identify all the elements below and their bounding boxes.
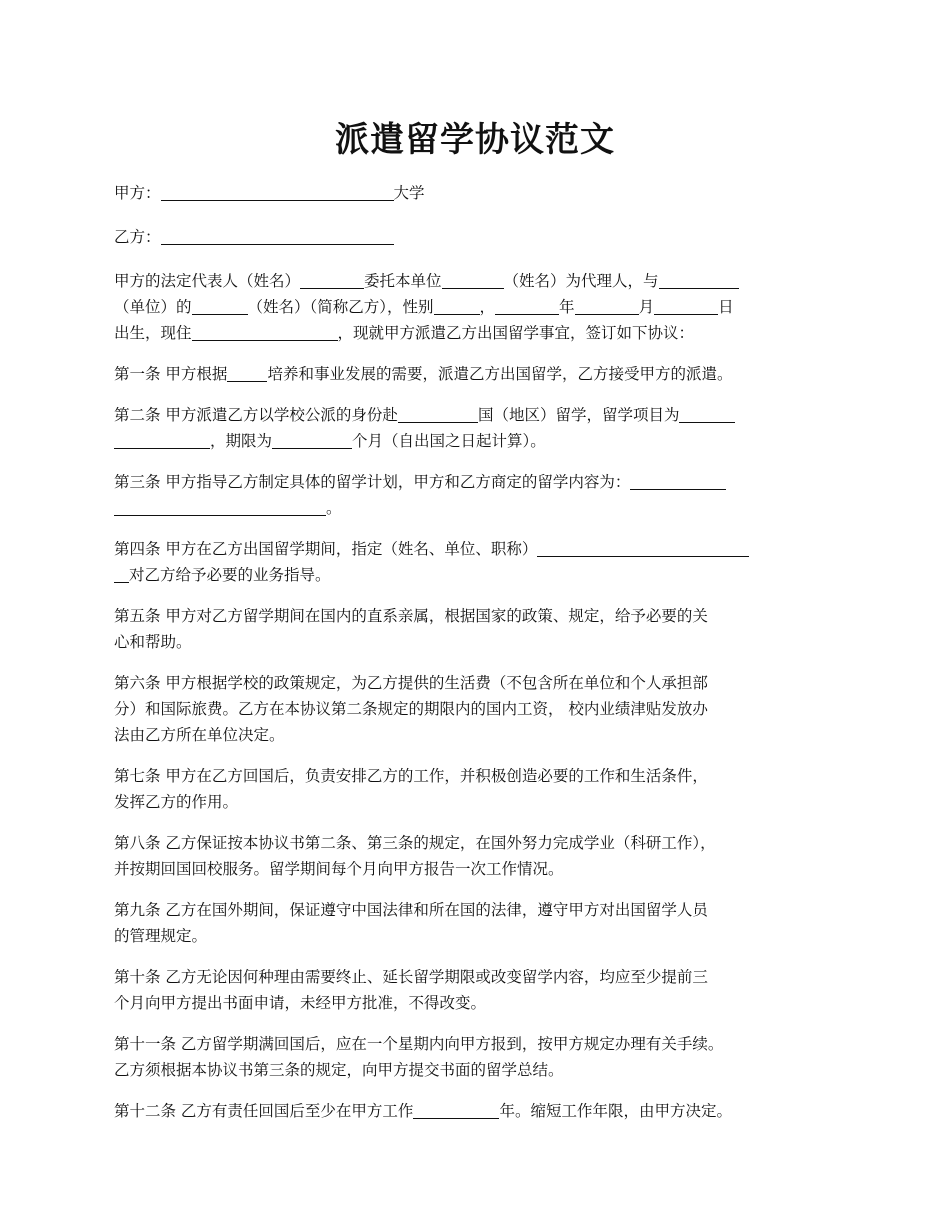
article-text: 年。缩短工作年限，由甲方决定。	[499, 1102, 732, 1120]
intro-text: 委托本单位	[364, 272, 442, 290]
intro-text: 年	[559, 298, 575, 316]
party-b-blank	[161, 226, 394, 245]
article-text: 乙方须根据本协议书第三条的规定，向甲方提交书面的留学总结。	[114, 1061, 564, 1079]
blank	[575, 296, 639, 315]
blank	[495, 296, 559, 315]
intro-text: ，	[479, 298, 496, 316]
article-text: 并按期回国回校服务。留学期间每个月向甲方报告一次工作情况。	[114, 860, 564, 878]
article-text: 第四条 甲方在乙方出国留学期间，指定（姓名、单位、职称）	[114, 540, 538, 558]
party-a-suffix: 大学	[393, 184, 425, 202]
article-text: 心和帮助。	[114, 633, 192, 651]
document-body	[114, 180, 844, 1139]
blank	[114, 497, 326, 516]
intro-text: 月	[638, 298, 655, 316]
blank	[114, 430, 210, 449]
party-b-label: 乙方：	[114, 228, 161, 246]
blank	[659, 270, 739, 289]
article-3	[114, 469, 844, 521]
blank	[192, 296, 248, 315]
document-title: 派遣留学协议范文	[335, 120, 615, 160]
article-text: 国（地区）留学，留学项目为	[477, 406, 680, 424]
article-1	[114, 361, 844, 387]
article-text: 第三条 甲方指导乙方制定具体的留学计划，甲方和乙方商定的留学内容为：	[114, 473, 631, 491]
article-text: 对乙方给予必要的业务指导。	[129, 566, 331, 584]
article-text: 第十条 乙方无论因何种理由需要终止、延长留学期限或改变留学内容，均应至少提前三	[114, 968, 708, 986]
blank	[442, 270, 504, 289]
intro-text: ，现就甲方派遣乙方出国留学事宜，签订如下协议：	[337, 324, 695, 342]
article-text: 分）和国际旅费。乙方在本协议第二条规定的期限内的国内工资， 校内业绩津贴发放办	[114, 700, 708, 718]
article-6	[114, 670, 844, 748]
party-a-label: 甲方：	[114, 184, 161, 202]
article-text: ，期限为	[210, 432, 273, 450]
article-text: 第八条 乙方保证按本协议书第二条、第三条的规定，在国外努力完成学业（科研工作），	[114, 834, 716, 852]
blank	[537, 538, 749, 557]
article-text: 第六条 甲方根据学校的政策规定，为乙方提供的生活费（不包含所在单位和个人承担部	[114, 674, 708, 692]
blank	[434, 296, 480, 315]
article-text: 第十二条 乙方有责任回国后至少在甲方工作	[114, 1102, 414, 1120]
article-9	[114, 897, 844, 949]
party-a-blank	[161, 182, 394, 201]
article-text: 培养和事业发展的需要，派遣乙方出国留学，乙方接受甲方的派遣。	[267, 365, 733, 383]
article-text: 法由乙方所在单位决定。	[114, 726, 285, 744]
article-7	[114, 763, 844, 815]
article-text: 第十一条 乙方留学期满回国后，应在一个星期内向甲方报到，按甲方规定办理有关手续。	[114, 1035, 724, 1053]
article-text: 第一条 甲方根据	[114, 365, 228, 383]
article-2	[114, 402, 844, 454]
intro-paragraph	[114, 268, 844, 346]
blank	[630, 471, 726, 490]
intro-text: （单位）的	[114, 298, 192, 316]
blank	[679, 404, 735, 423]
article-text: 个月向甲方提出书面申请，未经甲方批准，不得改变。	[114, 994, 487, 1012]
intro-text: （姓名）为代理人，与	[503, 272, 659, 290]
article-text: 发挥乙方的作用。	[114, 793, 239, 811]
article-text: 的管理规定。	[114, 927, 208, 945]
blank	[398, 404, 478, 423]
article-11	[114, 1031, 844, 1083]
article-text: 第九条 乙方在国外期间，保证遵守中国法律和所在国的法律，遵守甲方对出国留学人员	[114, 901, 708, 919]
article-text: 第二条 甲方派遣乙方以学校公派的身份赴	[114, 406, 398, 424]
article-4	[114, 536, 844, 588]
blank	[300, 270, 364, 289]
blank	[192, 322, 338, 341]
article-5	[114, 603, 844, 655]
blank	[227, 363, 267, 382]
article-text: 个月（自出国之日起计算）。	[352, 432, 546, 450]
article-12	[114, 1098, 844, 1124]
party-a-line	[114, 180, 844, 206]
article-8	[114, 830, 844, 882]
intro-text: （姓名）（简称乙方），性别	[247, 298, 434, 316]
party-b-line	[114, 224, 844, 250]
blank	[654, 296, 718, 315]
article-text: 第五条 甲方对乙方留学期间在国内的直系亲属，根据国家的政策、规定，给予必要的关	[114, 607, 708, 625]
intro-text: 日	[718, 298, 734, 316]
intro-text: 出生，现住	[114, 324, 192, 342]
article-text: 。	[326, 499, 342, 517]
article-text: 第七条 甲方在乙方回国后，负责安排乙方的工作，并积极创造必要的工作和生活条件，	[114, 767, 708, 785]
blank	[114, 564, 129, 583]
intro-text: 甲方的法定代表人（姓名）	[114, 272, 301, 290]
blank	[413, 1100, 499, 1119]
blank	[272, 430, 352, 449]
article-10	[114, 964, 844, 1016]
